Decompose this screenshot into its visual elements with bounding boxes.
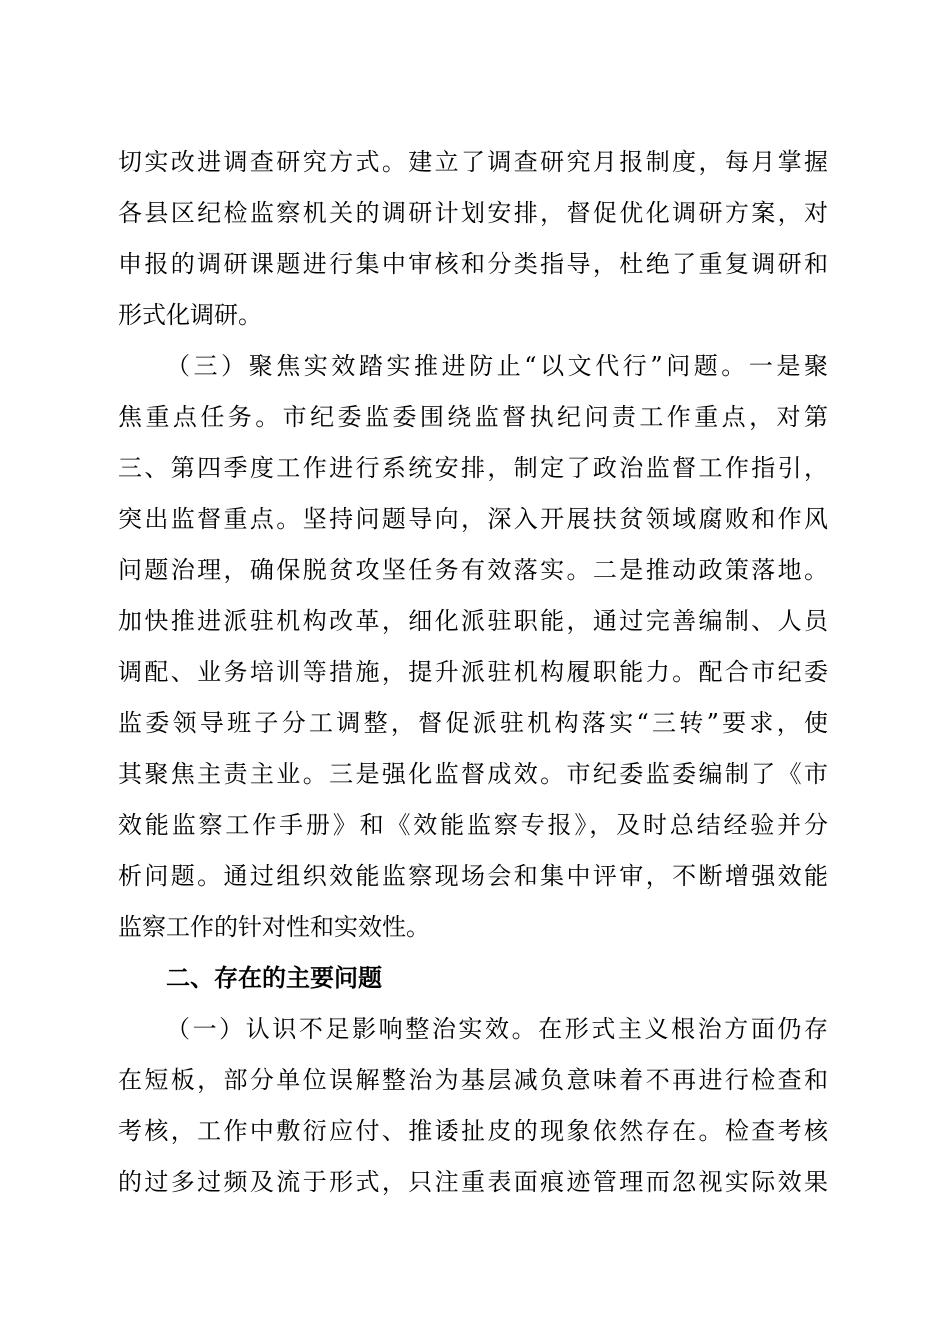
paragraph-line: 监察工作的针对性和实效性。 — [118, 913, 430, 941]
paragraph-line: 调配、业务培训等措施，提升派驻机构履职能力。配合市纪委 — [118, 658, 828, 686]
paragraph-line: 考核，工作中敷衍应付、推诿扯皮的现象依然存在。检查考核 — [118, 1117, 828, 1145]
paragraph-line: 申报的调研课题进行集中审核和分类指导，杜绝了重复调研和 — [118, 250, 828, 278]
paragraph-line: 三、第四季度工作进行系统安排，制定了政治监督工作指引， — [118, 454, 828, 482]
paragraph-line: 各县区纪检监察机关的调研计划安排，督促优化调研方案，对 — [118, 199, 828, 227]
paragraph-line: 形式化调研。 — [118, 301, 262, 329]
paragraph-line: 焦重点任务。市纪委监委围绕监督执纪问责工作重点，对第 — [118, 403, 828, 431]
paragraph-line: 监委领导班子分工调整，督促派驻机构落实“三转”要求，使 — [118, 709, 828, 737]
paragraph-line: 效能监察工作手册》和《效能监察专报》，及时总结经验并分 — [118, 811, 828, 839]
paragraph-line: 加快推进派驻机构改革，细化派驻职能，通过完善编制、人员 — [118, 607, 828, 635]
paragraph-line: 问题治理，确保脱贫攻坚任务有效落实。二是推动政策落地。 — [118, 556, 828, 584]
paragraph-line: 在短板，部分单位误解整治为基层减负意味着不再进行检查和 — [118, 1066, 828, 1094]
paragraph-line: 析问题。通过组织效能监察现场会和集中评审，不断增强效能 — [118, 862, 828, 890]
paragraph-line: （三）聚焦实效踏实推进防止“以文代行”问题。一是聚 — [166, 352, 828, 380]
paragraph-line: 的过多过频及流于形式，只注重表面痕迹管理而忽视实际效果 — [118, 1168, 828, 1196]
section-heading: 二、存在的主要问题 — [166, 964, 382, 992]
paragraph-line: 切实改进调查研究方式。建立了调查研究月报制度，每月掌握 — [118, 148, 828, 176]
paragraph-line: （一）认识不足影响整治实效。在形式主义根治方面仍存 — [166, 1015, 828, 1043]
paragraph-line: 其聚焦主责主业。三是强化监督成效。市纪委监委编制了《市 — [118, 760, 828, 788]
paragraph-line: 突出监督重点。坚持问题导向，深入开展扶贫领域腐败和作风 — [118, 505, 828, 533]
